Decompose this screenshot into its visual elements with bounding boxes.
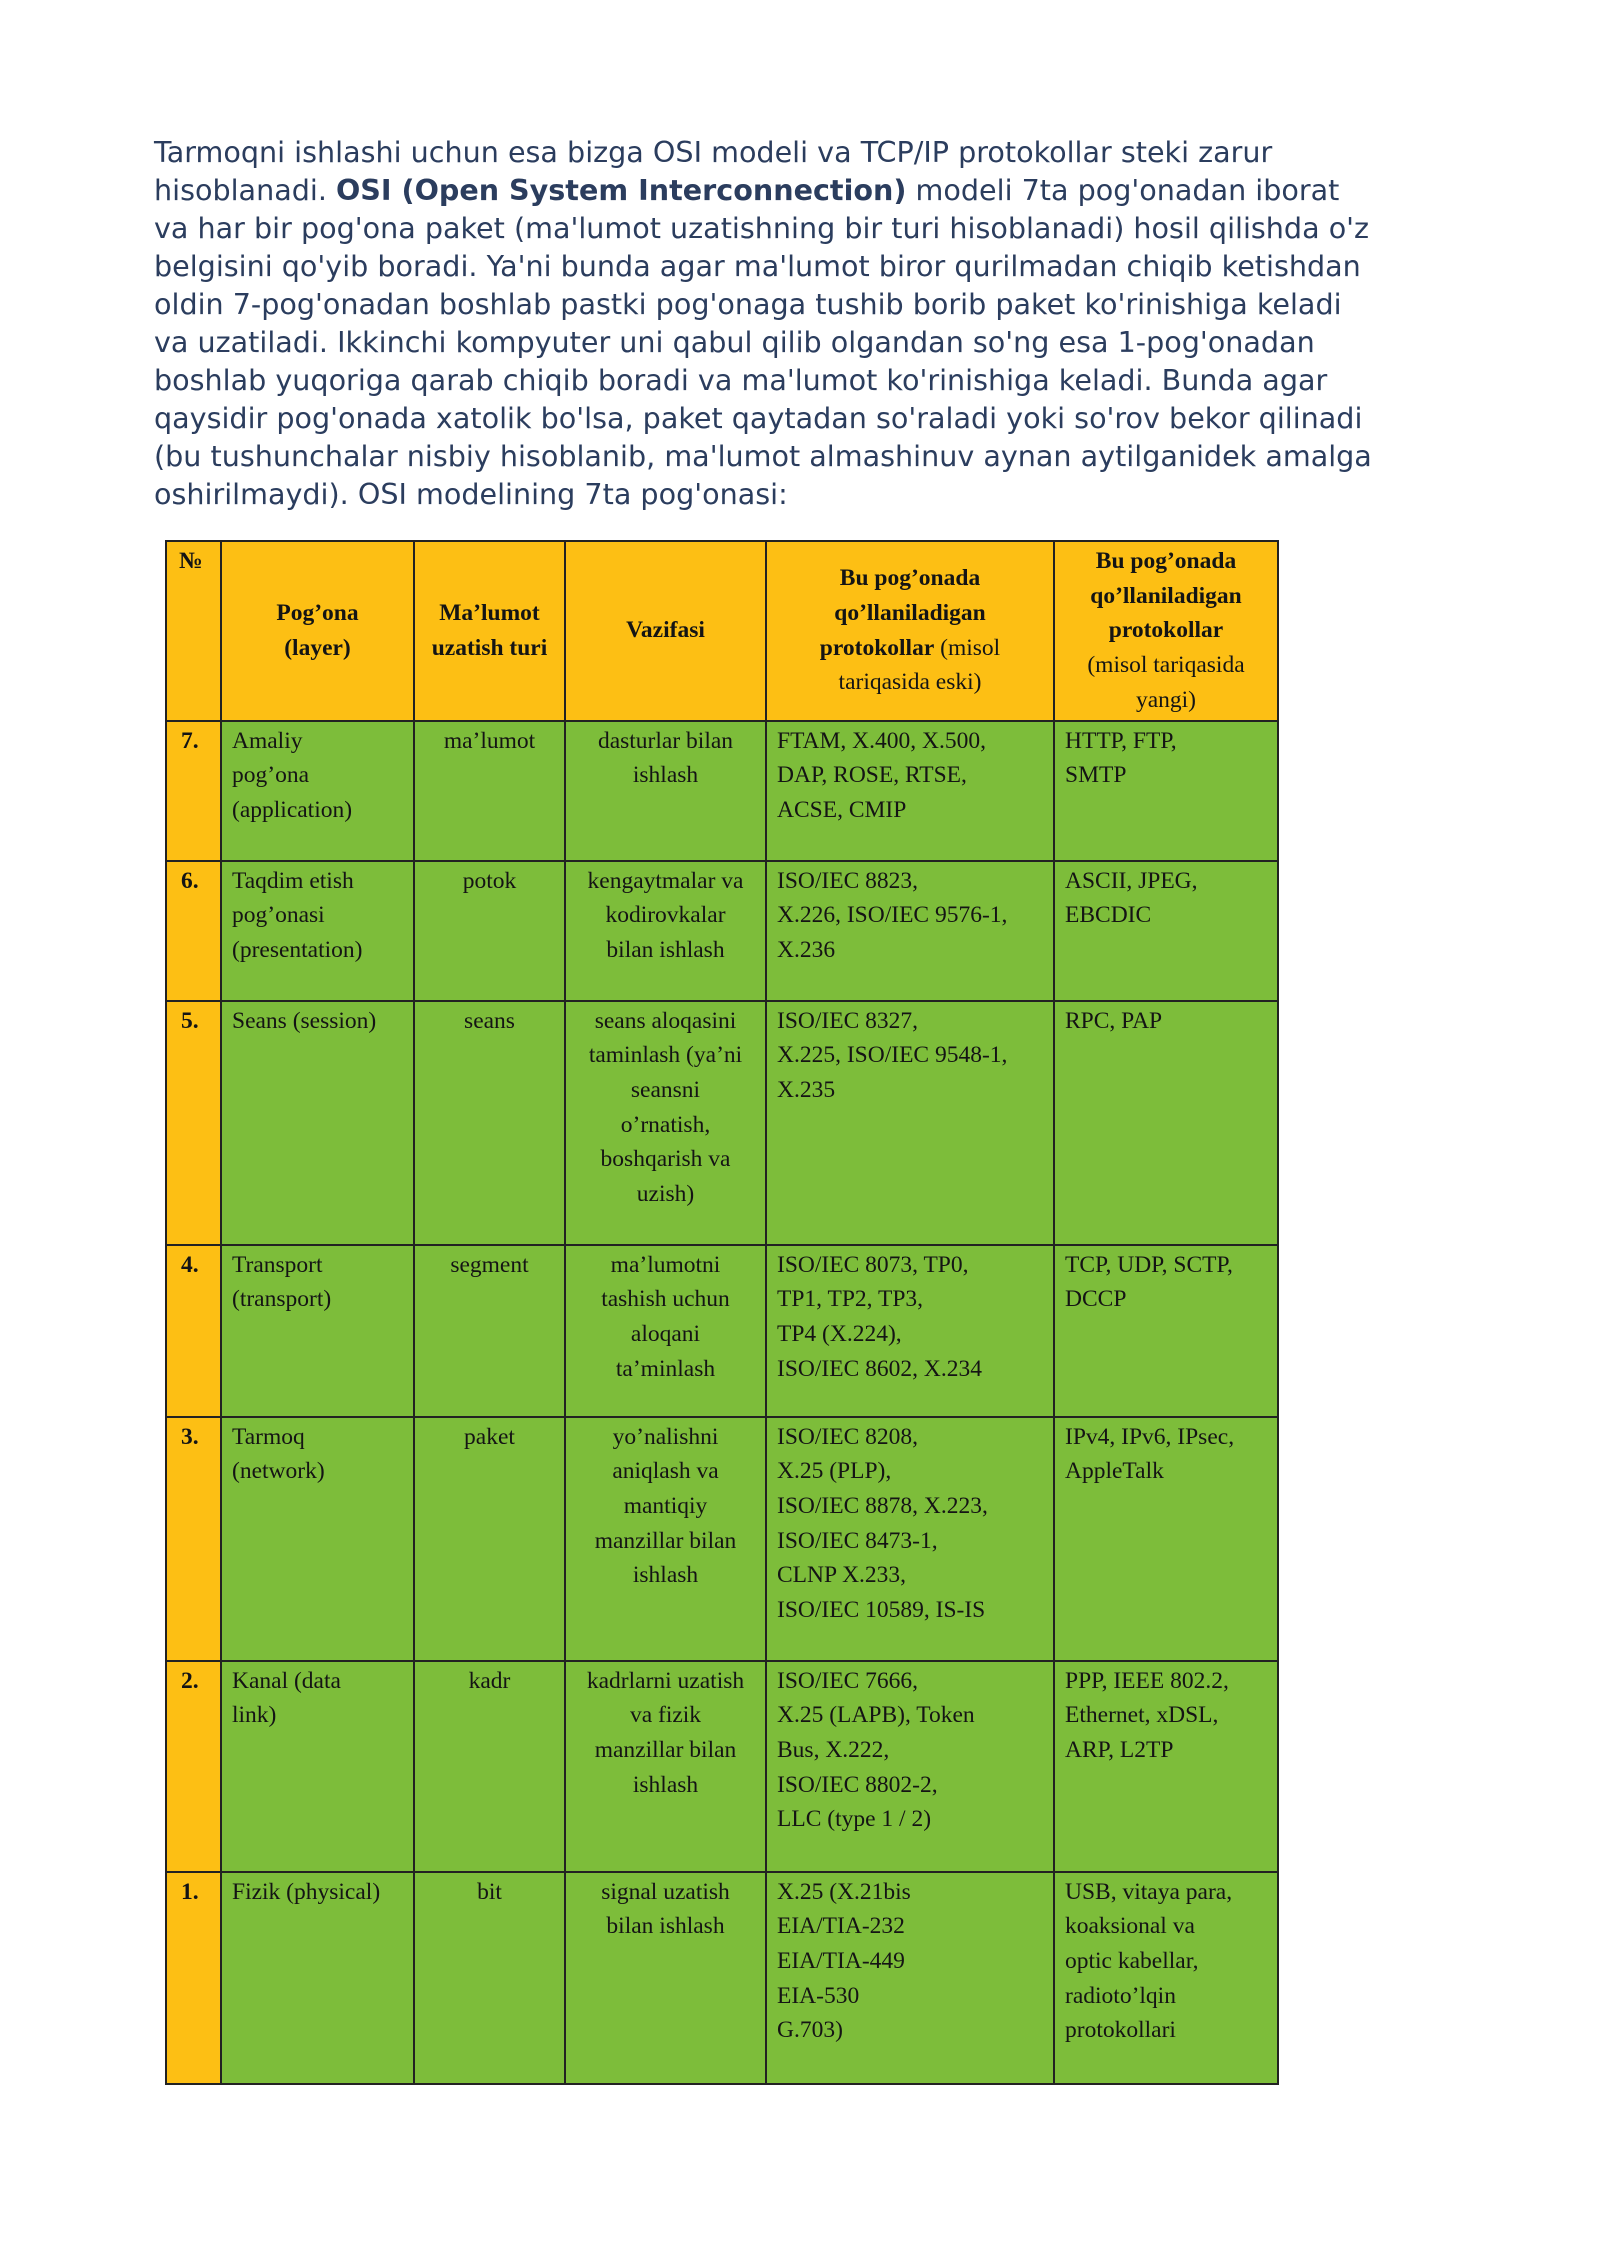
data-unit: paket — [414, 1417, 565, 1661]
layer-name: Seans (session) — [221, 1001, 414, 1245]
new-protocols: HTTP, FTP, SMTP — [1054, 721, 1278, 861]
table-header-row — [166, 541, 1278, 721]
table-row — [166, 1245, 1278, 1417]
layer-name: Taqdim etish pog’onasi (presentation) — [221, 861, 414, 1001]
intro-paragraph — [154, 133, 1494, 513]
header-function: Vazifasi — [565, 541, 766, 721]
old-protocols: ISO/IEC 7666, X.25 (LAPB), Token Bus, X.222, ISO/IEC 8802-2, LLC (type 1 / 2) — [766, 1661, 1054, 1872]
table-row — [166, 1661, 1278, 1872]
header-old-protocols — [766, 541, 1054, 721]
table-row — [166, 721, 1278, 861]
layer-name: Transport (transport) — [221, 1245, 414, 1417]
layer-function: seans aloqasini taminlash (ya’ni seansni o’rnatish, boshqarish va uzish) — [565, 1001, 766, 1245]
osi-layers-table — [165, 540, 1279, 2085]
data-unit: segment — [414, 1245, 565, 1417]
old-protocols: ISO/IEC 8208, X.25 (PLP), ISO/IEC 8878, X.223, ISO/IEC 8473-1, CLNP X.233, ISO/IEC 10589, IS-IS — [766, 1417, 1054, 1661]
old-protocols: FTAM, X.400, X.500, DAP, ROSE, RTSE, ACSE, CMIP — [766, 721, 1054, 861]
layer-number: 6. — [166, 861, 221, 1001]
header-new-protocols — [1054, 541, 1278, 721]
old-protocols: ISO/IEC 8823, X.226, ISO/IEC 9576-1, X.236 — [766, 861, 1054, 1001]
layer-name: Fizik (physical) — [221, 1872, 414, 2084]
old-protocols: ISO/IEC 8327, X.225, ISO/IEC 9548-1, X.235 — [766, 1001, 1054, 1245]
layer-name: Tarmoq (network) — [221, 1417, 414, 1661]
header-old-protocols-bold: Bu pog’onada qo’llaniladigan protokollar — [819, 565, 986, 661]
layer-function: dasturlar bilan ishlash — [565, 721, 766, 861]
osi-term-bold: OSI (Open System Interconnection) — [336, 173, 907, 207]
header-old-protocols-note: (misol tariqasida eski) — [838, 634, 1001, 696]
table-row — [166, 861, 1278, 1001]
new-protocols: USB, vitaya para, koaksional va optic kabellar, radioto’lqin protokollari — [1054, 1872, 1278, 2084]
data-unit: seans — [414, 1001, 565, 1245]
header-new-protocols-bold: Bu pog’onada qo’llaniladigan protokollar — [1090, 548, 1242, 644]
header-number: № — [166, 541, 221, 721]
layer-number: 2. — [166, 1661, 221, 1872]
layer-number: 5. — [166, 1001, 221, 1245]
old-protocols: ISO/IEC 8073, TP0, TP1, TP2, TP3, TP4 (X.224), ISO/IEC 8602, X.234 — [766, 1245, 1054, 1417]
layer-name: Amaliy pog’ona (application) — [221, 721, 414, 861]
layer-function: kengaytmalar va kodirovkalar bilan ishlash — [565, 861, 766, 1001]
paragraph-text-1: Tarmoqni ishlashi uchun esa bizga OSI modeli va TCP/IP protokollar steki zarur hisoblanadi. — [154, 135, 1273, 207]
layer-number: 4. — [166, 1245, 221, 1417]
new-protocols: IPv4, IPv6, IPsec, AppleTalk — [1054, 1417, 1278, 1661]
header-new-protocols-note: (misol tariqasida yangi) — [1087, 652, 1245, 713]
data-unit: ma’lumot — [414, 721, 565, 861]
new-protocols: ASCII, JPEG, EBCDIC — [1054, 861, 1278, 1001]
layer-number: 1. — [166, 1872, 221, 2084]
old-protocols: X.25 (X.21bis EIA/TIA-232 EIA/TIA-449 EIA-530 G.703) — [766, 1872, 1054, 2084]
layer-name: Kanal (data link) — [221, 1661, 414, 1872]
table-row — [166, 1872, 1278, 2084]
layer-number: 3. — [166, 1417, 221, 1661]
new-protocols: PPP, IEEE 802.2, Ethernet, xDSL, ARP, L2TP — [1054, 1661, 1278, 1872]
layer-function: ma’lumotni tashish uchun aloqani ta’minlash — [565, 1245, 766, 1417]
new-protocols: RPC, PAP — [1054, 1001, 1278, 1245]
paragraph-text-2: modeli 7ta pog'onadan iborat va har bir pog'ona paket (ma'lumot uzatishning bir turi hisoblanadi) hosil qilishda o'z belgisini qo'yib boradi. Ya'ni bunda agar ma'lumot biror qurilmadan chiqib ketishdan oldin 7-pog'onadan boshlab pastki pog'onaga tushib borib paket ko'rinishiga keladi va uzatiladi. Ikkinchi kompyuter uni qabul qilib olgandan so'ng esa 1-pog'onadan boshlab yuqoriga qarab chiqib boradi va ma'lumot ko'rinishiga keladi. Bunda agar qaysidir pog'onada xatolik bo'lsa, paket qaytadan so'raladi yoki so'rov bekor qilinadi (bu tushunchalar nisbiy hisoblanib, ma'lumot almashinuv aynan aytilganidek amalga oshirilmaydi). OSI modelining 7ta pog'onasi: — [154, 173, 1372, 511]
layer-function: kadrlarni uzatish va fizik manzillar bilan ishlash — [565, 1661, 766, 1872]
layer-function: yo’nalishni aniqlash va mantiqiy manzillar bilan ishlash — [565, 1417, 766, 1661]
table-row — [166, 1001, 1278, 1245]
header-layer: Pog’ona (layer) — [221, 541, 414, 721]
layer-function: signal uzatish bilan ishlash — [565, 1872, 766, 2084]
data-unit: kadr — [414, 1661, 565, 1872]
data-unit: potok — [414, 861, 565, 1001]
header-data-unit: Ma’lumot uzatish turi — [414, 541, 565, 721]
table-row — [166, 1417, 1278, 1661]
layer-number: 7. — [166, 721, 221, 861]
data-unit: bit — [414, 1872, 565, 2084]
new-protocols: TCP, UDP, SCTP, DCCP — [1054, 1245, 1278, 1417]
